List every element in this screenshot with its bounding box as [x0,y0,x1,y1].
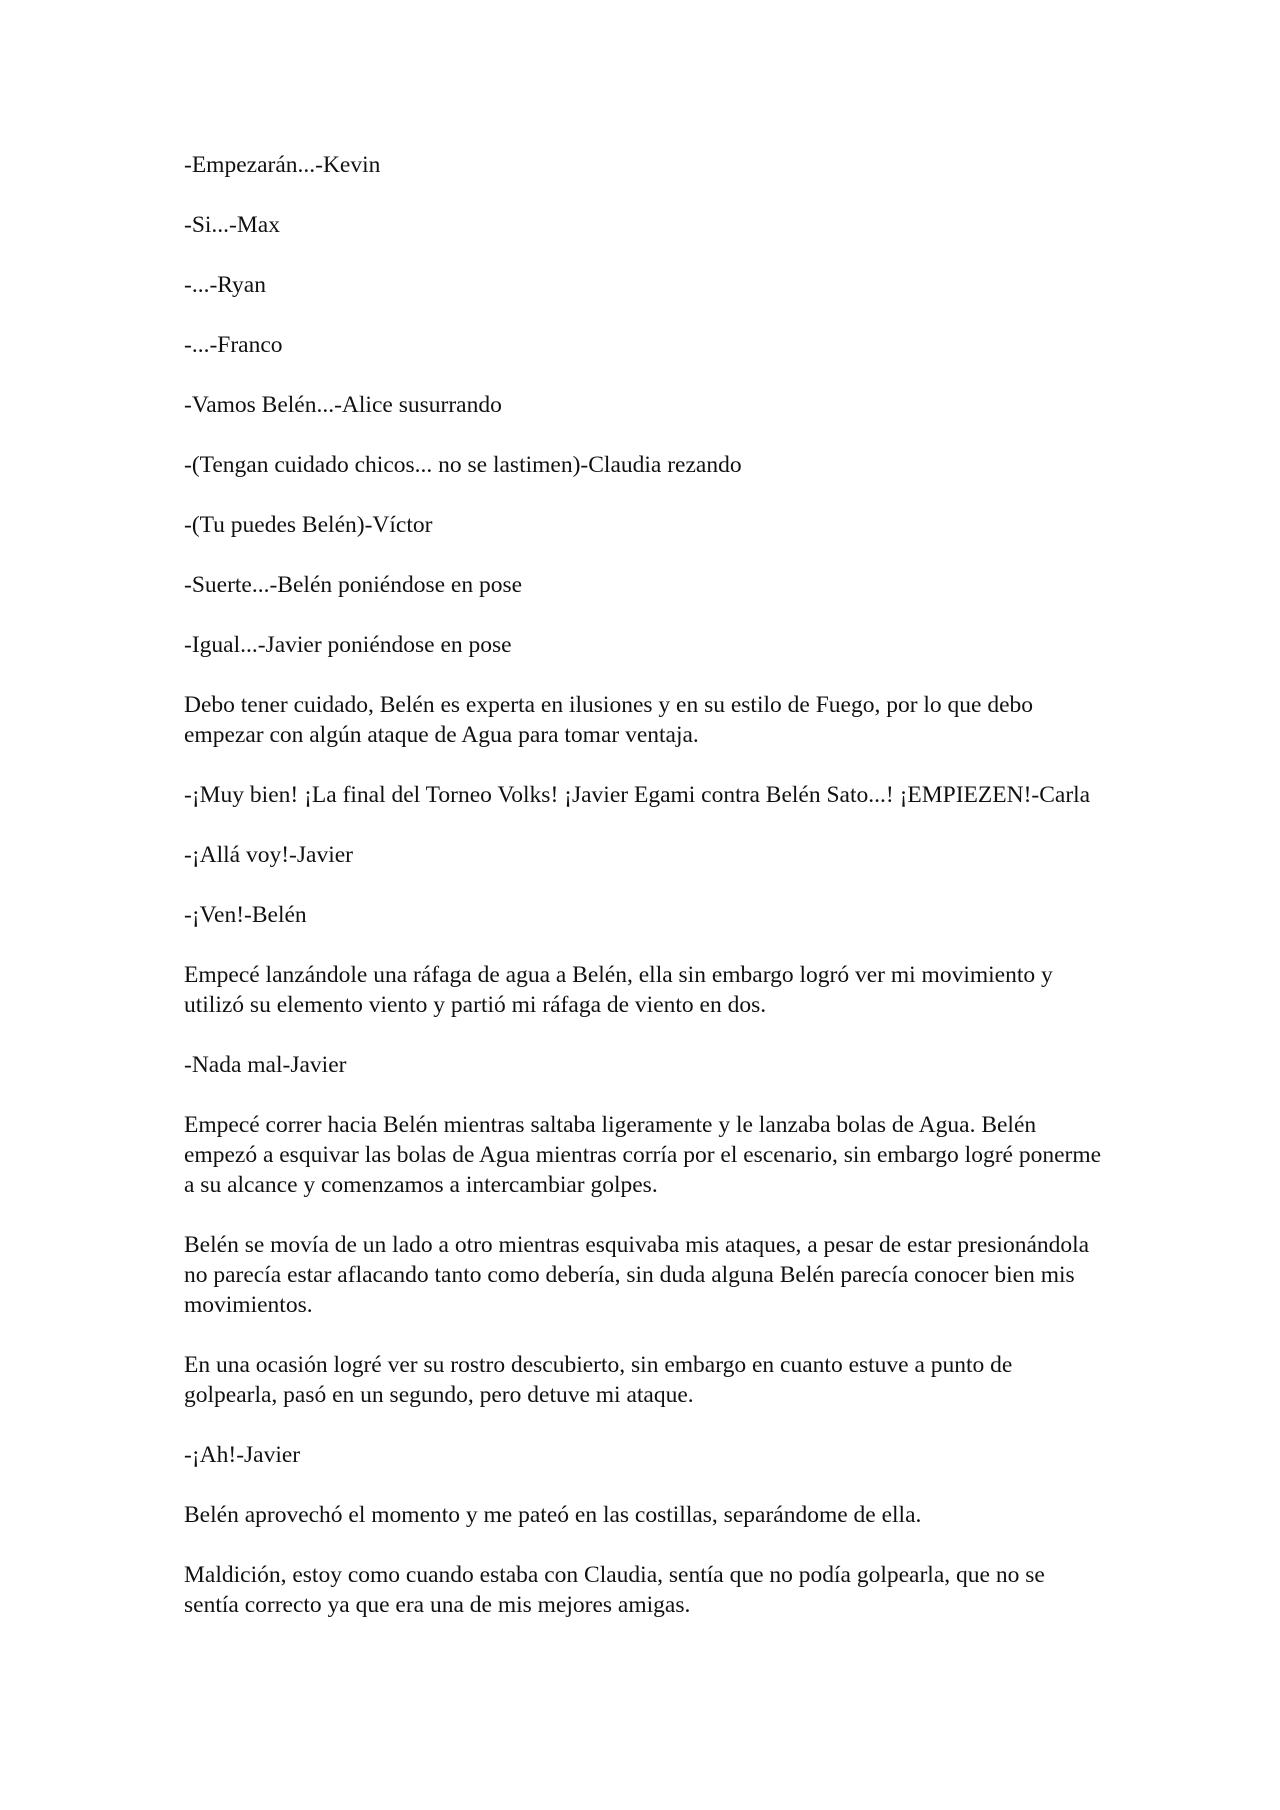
paragraph: -Nada mal-Javier [184,1052,347,1078]
paragraph: -...-Ryan [184,272,266,298]
paragraph: -Vamos Belén...-Alice susurrando [184,392,502,418]
paragraph: -Si...-Max [184,212,280,238]
paragraph: -(Tu puedes Belén)-Víctor [184,512,433,538]
paragraph: Debo tener cuidado, Belén es experta en ilusiones y en su estilo de Fuego, por lo que debo empezar con algún ataque de Agua para tomar ventaja. [184,692,1034,748]
paragraph: -Igual...-Javier poniéndose en pose [184,632,512,658]
document-body [184,150,1104,1650]
paragraph: -¡Allá voy!-Javier [184,842,353,868]
paragraph: -¡Muy bien! ¡La final del Torneo Volks! ¡Javier Egami contra Belén Sato...! ¡EMPIEZEN!-Carla [184,782,1091,808]
paragraph: -Empezarán...-Kevin [184,152,381,178]
paragraph: -¡Ven!-Belén [184,902,307,928]
paragraph: -¡Ah!-Javier [184,1442,301,1468]
paragraph: Empecé correr hacia Belén mientras saltaba ligeramente y le lanzaba bolas de Agua. Belén empezó a esquivar las bolas de Agua mientras corría por el escenario, sin embargo logré ponerme a su alcance y comenzamos a intercambiar golpes. [184,1112,1102,1198]
paragraph: Belén se movía de un lado a otro mientras esquivaba mis ataques, a pesar de estar presionándola no parecía estar aflacando tanto como debería, sin duda alguna Belén parecía conocer bien mis movimientos. [184,1232,1090,1318]
paragraph: -...-Franco [184,332,283,358]
paragraph: Belén aprovechó el momento y me pateó en las costillas, separándome de ella. [184,1502,922,1528]
paragraph: Maldición, estoy como cuando estaba con Claudia, sentía que no podía golpearla, que no se sentía correcto ya que era una de mis mejores amigas. [184,1562,1045,1618]
paragraph: -Suerte...-Belén poniéndose en pose [184,572,523,598]
paragraph: -(Tengan cuidado chicos... no se lastimen)-Claudia rezando [184,452,742,478]
paragraph: En una ocasión logré ver su rostro descubierto, sin embargo en cuanto estuve a punto de golpearla, pasó en un segundo, pero detuve mi ataque. [184,1352,1013,1408]
paragraph: Empecé lanzándole una ráfaga de agua a Belén, ella sin embargo logró ver mi movimiento y utilizó su elemento viento y partió mi ráfaga de viento en dos. [184,962,1053,1018]
